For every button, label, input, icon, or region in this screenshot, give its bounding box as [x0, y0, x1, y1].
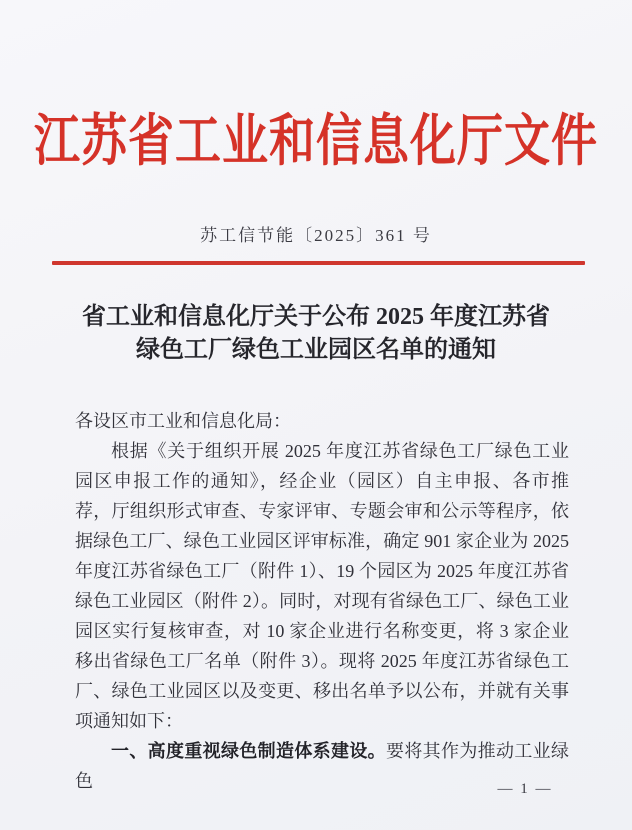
notice-title [0, 301, 632, 367]
page-number: — 1 — [497, 781, 553, 797]
notice-title-line2: 绿色工厂绿色工业园区名单的通知 [136, 337, 496, 363]
item-1-heading: 一、高度重视绿色制造体系建设。 [111, 741, 386, 761]
notice-title-line1: 省工业和信息化厅关于公布 2025 年度江苏省 [82, 304, 550, 330]
doc-number: 苏工信节能〔2025〕361 号 [200, 226, 432, 245]
document-body [75, 406, 569, 796]
salutation: 各设区市工业和信息化局： [75, 411, 291, 431]
letterhead-title: 江苏省工业和信息化厅文件 [34, 110, 598, 173]
red-divider-rule [52, 261, 585, 265]
item-1-text: 要将其作为推动工业绿色 [75, 741, 569, 791]
paragraph-1: 根据《关于组织开展 2025 年度江苏省绿色工厂绿色工业园区申报工作的通知》，经企业（园区）自主申报、各市推荐，厅组织形式审查、专家评审、专题会审和公示等程序，依据绿色工厂、绿色工业园区评审标准，确定 901 家企业为 2025 年度江苏省绿色工厂（附件 1）、19 个园区为 2025 年度江苏省绿色工业园区（附件 2）。同时，对现有省绿色工厂、绿色工业园区实行复核审查，对 10 家企业进行名称变更，将 3 家企业移出省绿色工厂名单（附件 3）。现将 2025 年度江苏省绿色工厂、绿色工业园区以及变更、移出名单予以公布，并就有关事项通知如下： [75, 441, 569, 731]
